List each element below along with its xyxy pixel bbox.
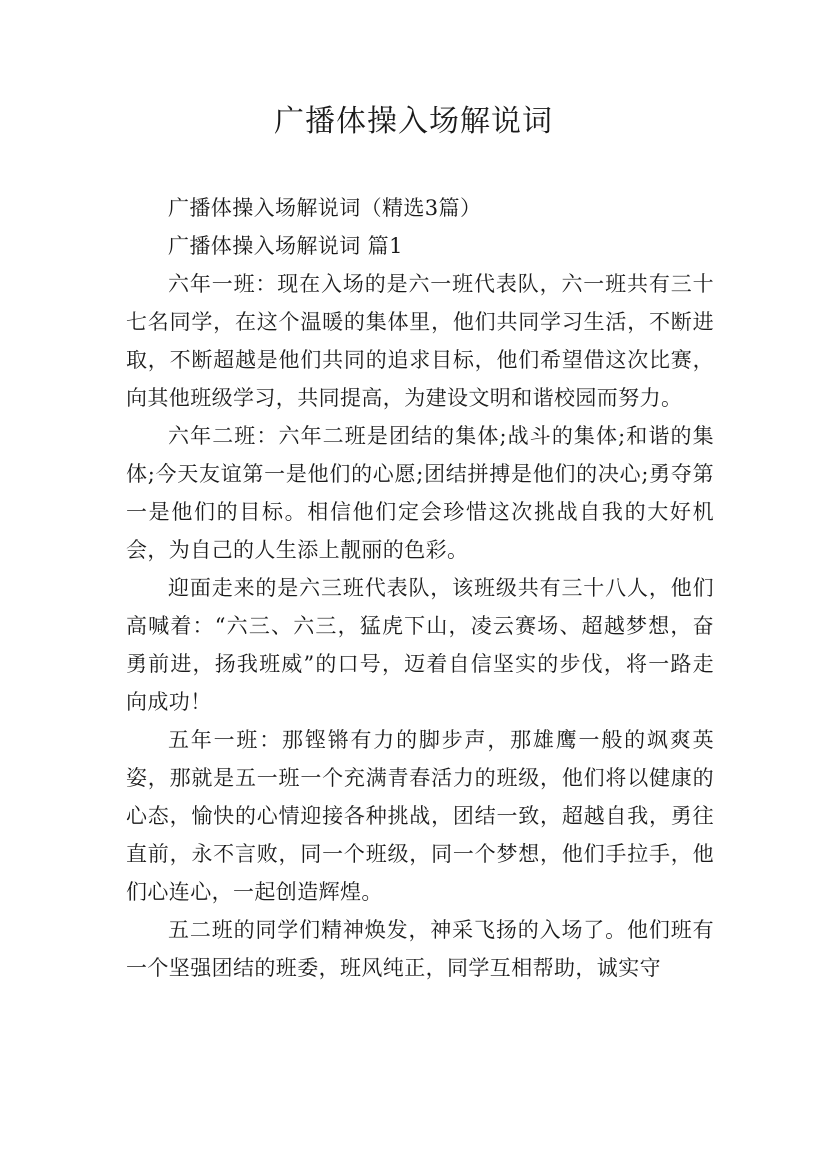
paragraph-class-5-1: 五年一班：那铿锵有力的脚步声，那雄鹰一般的飒爽英姿，那就是五一班一个充满青春活力的班级，他们将以健康的心态，愉快的心情迎接各种挑战，团结一致，超越自我，勇往直前，永不言败，同一个班级，同一个梦想，他们手拉手，他们心连心，一起创造辉煌。: [126, 728, 714, 904]
paragraph-class-5-2: 五二班的同学们精神焕发，神采飞扬的入场了。他们班有一个坚强团结的班委，班风纯正，同学互相帮助，诚实守: [126, 918, 714, 980]
paragraph-section-heading: 广播体操入场解说词 篇1: [168, 234, 403, 258]
document-title: 广播体操入场解说词: [274, 104, 553, 139]
paragraph-class-6-1: 六年一班：现在入场的是六一班代表队，六一班共有三十七名同学，在这个温暖的集体里，他们共同学习生活，不断进取，不断超越是他们共同的追求目标，他们希望借这次比赛，向其他班级学习，共同提高，为建设文明和谐校园而努力。: [126, 272, 714, 410]
paragraph-class-6-3: 迎面走来的是六三班代表队，该班级共有三十八人，他们高喊着：“六三、六三，猛虎下山，凌云赛场、超越梦想，奋勇前进，扬我班威”的口号，迈着自信坚实的步伐，将一路走向成功！: [126, 576, 714, 714]
document-body: [126, 189, 714, 987]
paragraph-subtitle: 广播体操入场解说词（精选3篇）: [168, 196, 482, 220]
paragraph-class-6-2: 六年二班：六年二班是团结的集体;战斗的集体;和谐的集体;今天友谊第一是他们的心愿;团结拼搏是他们的决心;勇夺第一是他们的目标。相信他们定会珍惜这次挑战自我的大好机会，为自己的人生添上靓丽的色彩。: [126, 424, 714, 562]
